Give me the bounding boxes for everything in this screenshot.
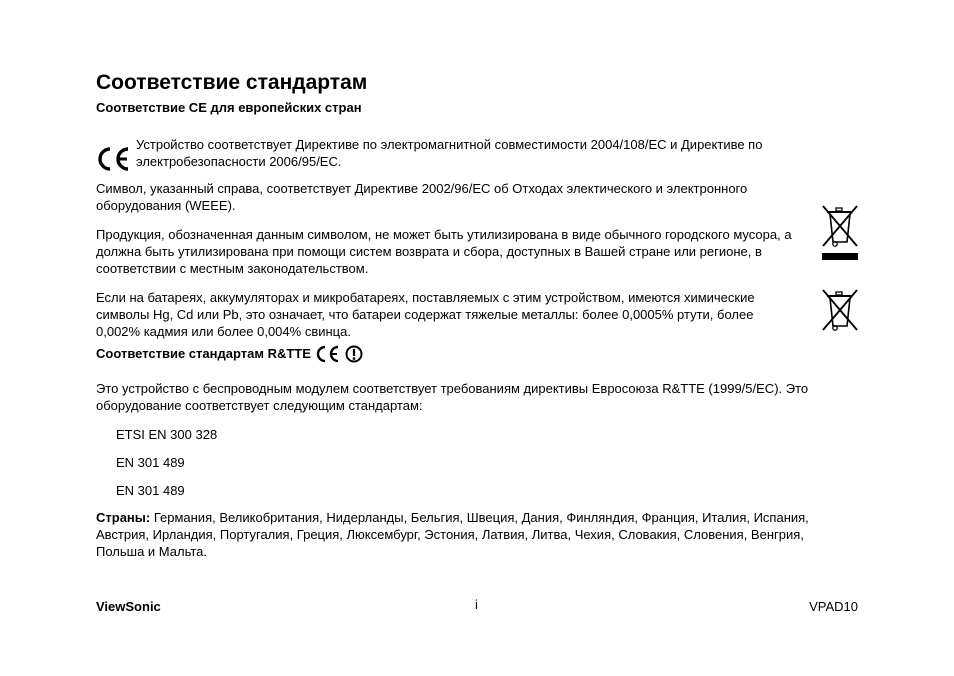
footer-page-number: i bbox=[475, 597, 478, 612]
page-title: Соответствие стандартам bbox=[96, 71, 368, 94]
countries-list: Германия, Великобритания, Нидерланды, Бельгия, Швеция, Дания, Финляндия, Франция, Италия, Испания, Австрия, Ирландия, Португалия, Греция, Люксембург, Эстония, Латвия, Литва, Чехия, Словакия, Словения, Венгрия, Польша и Мальта. bbox=[96, 510, 809, 559]
footer-brand: ViewSonic bbox=[96, 599, 161, 614]
alert-circle-icon bbox=[345, 345, 363, 363]
weee-bin-icon bbox=[819, 288, 861, 332]
countries-paragraph bbox=[96, 509, 836, 560]
standard-item: EN 301 489 bbox=[116, 483, 185, 498]
rtte-heading-label: Соответствие стандартам R&TTE bbox=[96, 346, 311, 361]
battery-paragraph: Если на батареях, аккумуляторах и микробатареях, поставляемых с этим устройством, имеются химические символы Hg, Cd или Pb, это означает, что батареи содержат тяжелые металлы: более 0,0005% ртути, более 0,002% кадмия или более 0,004% свинца. bbox=[96, 290, 755, 339]
rtte-paragraph: Это устройство с беспроводным модулем соответствует требованиям директивы Евросоюза R&TTE (1999/5/EC). Это оборудование соответствует следующим стандартам: bbox=[96, 381, 809, 413]
weee-paragraph: Символ, указанный справа, соответствует Директиве 2002/96/EC об Отходах электического и электронного оборудования (WEEE). bbox=[96, 181, 748, 213]
footer-model: VPAD10 bbox=[809, 599, 858, 614]
standard-item: ETSI EN 300 328 bbox=[116, 427, 218, 442]
ce-section-heading: Соответствие CE для европейских стран bbox=[96, 100, 362, 115]
weee-bin-icon bbox=[819, 204, 861, 248]
ce-mark-icon bbox=[315, 345, 341, 363]
rtte-heading bbox=[96, 345, 363, 363]
ce-paragraph: Устройство соответствует Директиве по электромагнитной совместимости 2004/108/EC и Директиве по электробезопасности 2006/95/EC. bbox=[136, 137, 763, 169]
weee-bar-mark bbox=[822, 253, 858, 260]
disposal-paragraph: Продукция, обозначенная данным символом, не может быть утилизирована в виде обычного городского мусора, а должна быть утилизирована при помощи систем возврата и сбора, доступных в Вашей стране или регионе, в соответствии с местным законодательством. bbox=[96, 227, 792, 276]
countries-label: Страны: bbox=[96, 510, 151, 525]
standard-item: EN 301 489 bbox=[116, 455, 185, 470]
ce-mark-icon bbox=[96, 146, 132, 172]
